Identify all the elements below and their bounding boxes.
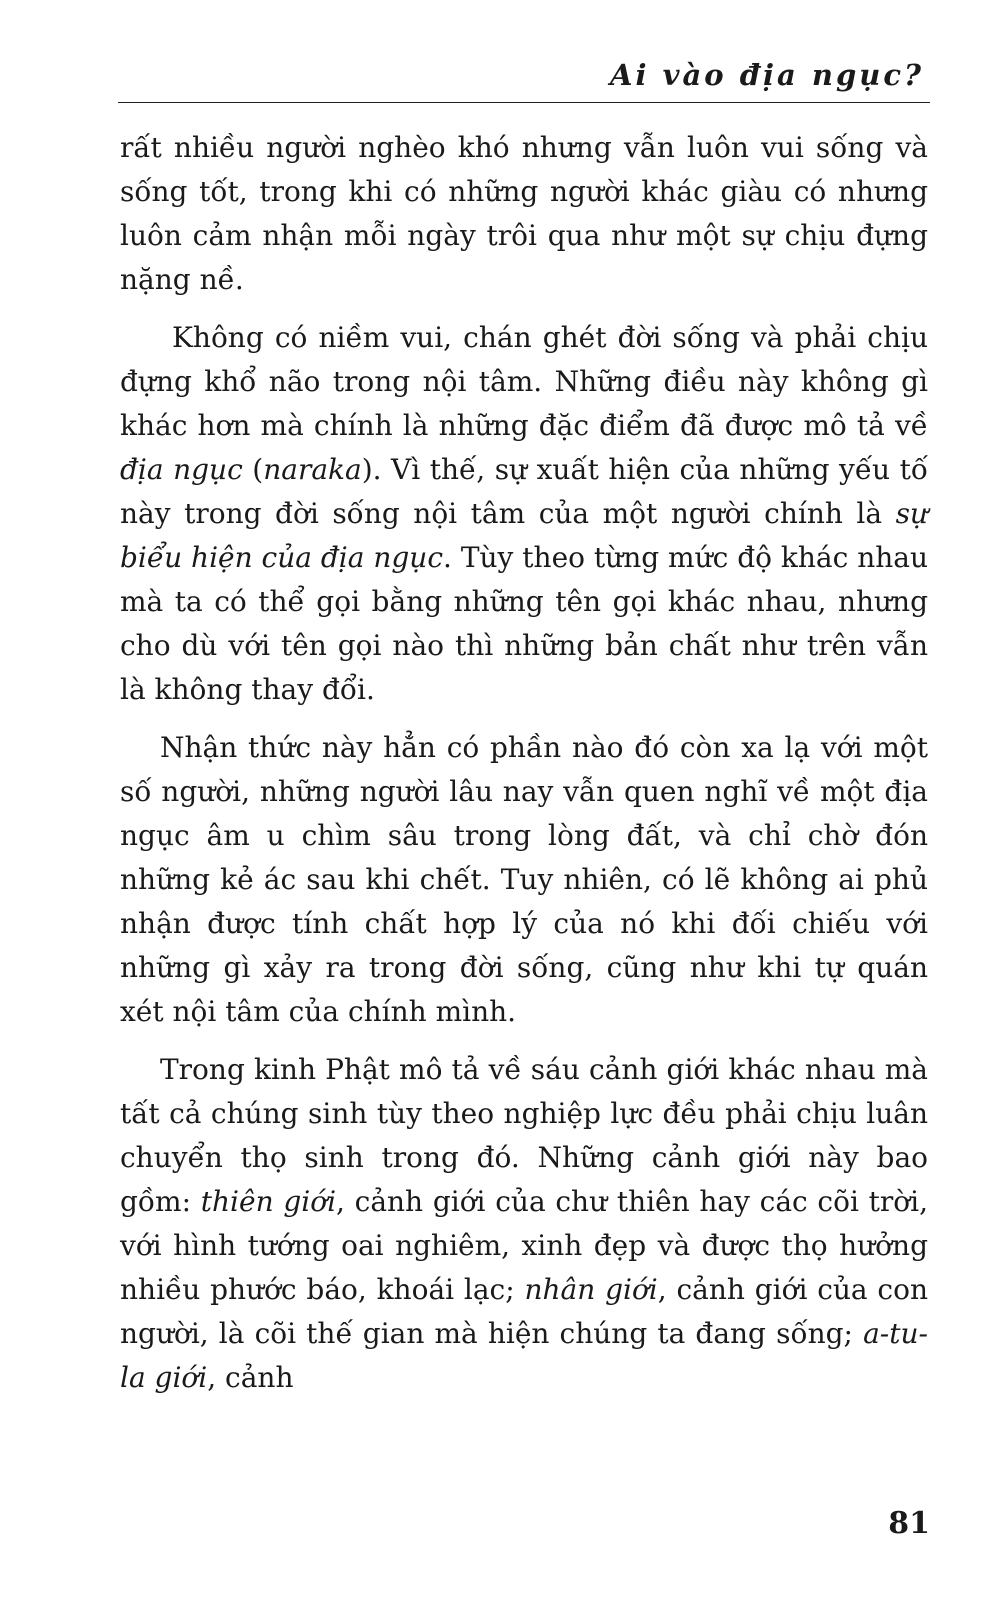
italic-term: a-tu-la giới xyxy=(120,1317,928,1394)
text-run: ( xyxy=(242,453,264,486)
italic-term: địa ngục xyxy=(120,453,243,486)
italic-term: thiên giới xyxy=(200,1185,337,1218)
running-title: Ai vào địa ngục? xyxy=(610,58,924,92)
text-run: ). Vì thế, sự xuất hiện của những yếu tố này trong đời sống nội tâm của một người chính là xyxy=(120,453,928,530)
italic-term: nhân giới xyxy=(524,1273,658,1306)
text-run: . Tùy theo từng mức độ khác nhau mà ta có thể gọi bằng những tên gọi khác nhau, nhưng cho dù với tên gọi nào thì những bản chất như trên vẫn là không thay đổi. xyxy=(120,541,929,706)
text-run: Không có niềm vui, chán ghét đời sống và phải chịu đựng khổ não trong nội tâm. Những điều này không gì khác hơn mà chính là những đặc điểm đã được mô tả về xyxy=(120,321,928,442)
body-text xyxy=(120,126,928,1414)
text-run: rất nhiều người nghèo khó nhưng vẫn luôn vui sống và sống tốt, trong khi có những người khác giàu có nhưng luôn cảm nhận mỗi ngày trôi qua như một sự chịu đựng nặng nề. xyxy=(120,131,928,296)
text-run: , cảnh xyxy=(207,1361,294,1394)
text-run: , cảnh giới của chư thiên hay các cõi trời, với hình tướng oai nghiêm, xinh đẹp và được thọ hưởng nhiều phước báo, khoái lạc; xyxy=(120,1185,928,1306)
paragraph-3 xyxy=(120,726,928,1034)
page-header xyxy=(118,52,930,103)
text-run: Nhận thức này hẳn có phần nào đó còn xa lạ với một số người, những người lâu nay vẫn quen nghĩ về một địa ngục âm u chìm sâu trong lòng đất, và chỉ chờ đón những kẻ ác sau khi chết. Tuy nhiên, có lẽ không ai phủ nhận được tính chất hợp lý của nó khi đối chiếu với những gì xảy ra trong đời sống, cũng như khi tự quán xét nội tâm của chính mình. xyxy=(120,731,928,1028)
text-run: Trong kinh Phật mô tả về sáu cảnh giới khác nhau mà tất cả chúng sinh tùy theo nghiệp lực đều phải chịu luân chuyển thọ sinh trong đó. Những cảnh giới này bao gồm: xyxy=(120,1053,928,1218)
italic-term: sự biểu hiện của địa ngục xyxy=(120,497,928,574)
text-run: , cảnh giới của con người, là cõi thế gian mà hiện chúng ta đang sống; xyxy=(120,1273,928,1350)
italic-term: naraka xyxy=(263,453,362,486)
page-number: 81 xyxy=(888,1506,930,1541)
paragraph-2 xyxy=(120,316,928,712)
paragraph-1 xyxy=(120,126,928,302)
paragraph-4 xyxy=(120,1048,928,1400)
